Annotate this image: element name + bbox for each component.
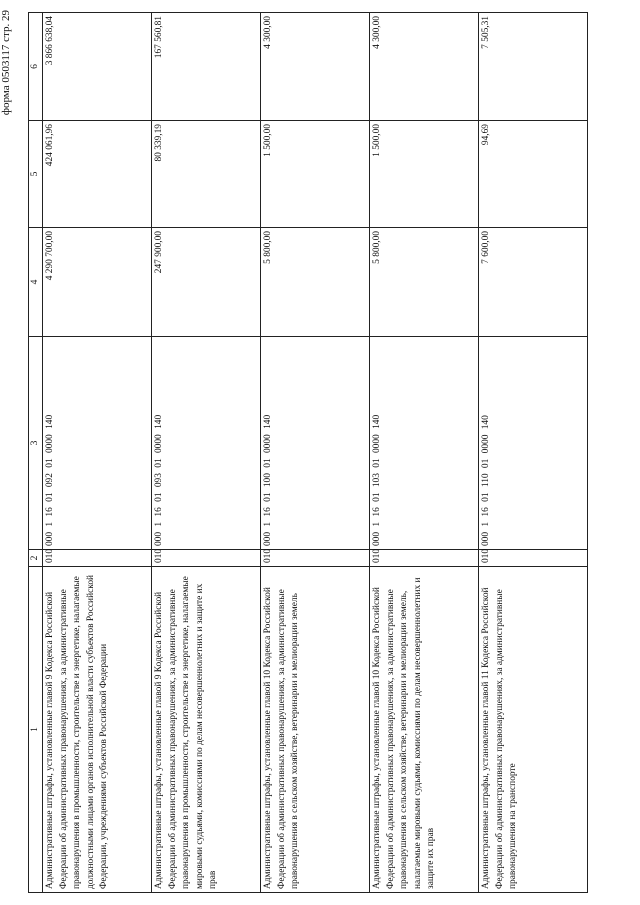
column-number-5: 5 [29,121,43,228]
line-code: 010 [479,550,588,567]
approved-amount: 4 290 700,00 [43,228,152,337]
income-code: 000 1 16 01 103 01 0000 140 [370,337,479,550]
executed-amount: 94,69 [479,121,588,228]
line-code: 010 [261,550,370,567]
table-row [479,13,588,893]
table-row [152,13,261,893]
executed-amount: 80 339,19 [152,121,261,228]
unexecuted-amount: 167 560,81 [152,13,261,121]
table-row [370,13,479,893]
approved-amount: 5 800,00 [261,228,370,337]
income-name: Административные штрафы, установленные главой 9 Кодекса Российской Федерации об административных правонарушениях, за административные правонарушения в промышленности, строительстве и энергетике, налагаемые мировыми судьями, комиссиями по делам несовершеннолетних и защите их прав [152,567,261,893]
line-code: 010 [43,550,152,567]
income-name: Административные штрафы, установленные главой 11 Кодекса Российской Федерации об административных правонарушениях, за административные правонарушения на транспорте [479,567,588,893]
unexecuted-amount: 7 505,31 [479,13,588,121]
unexecuted-amount: 4 300,00 [261,13,370,121]
income-code: 000 1 16 01 110 01 0000 140 [479,337,588,550]
unexecuted-amount: 3 866 638,04 [43,13,152,121]
column-number-6: 6 [29,13,43,121]
income-name: Административные штрафы, установленные главой 10 Кодекса Российской Федерации об административных правонарушениях, за административные правонарушения в сельском хозяйстве, ветеринарии и мелиорации земель, налагаемые мировыми судьями, комиссиями по делам несовершеннолетних и защите их прав [370,567,479,893]
column-number-2: 2 [29,550,43,567]
column-number-row [29,13,43,893]
executed-amount: 424 061,96 [43,121,152,228]
line-code: 010 [370,550,479,567]
executed-amount: 1 500,00 [370,121,479,228]
income-name: Административные штрафы, установленные главой 9 Кодекса Российской Федерации об административных правонарушениях, за административные правонарушения в промышленности, строительстве и энергетике, налагаемые должностными лицами органов исполнительной власти субъектов Российской Федерации, учреждениями субъектов Российской Федерации [43,567,152,893]
executed-amount: 1 500,00 [261,121,370,228]
line-code: 010 [152,550,261,567]
income-code: 000 1 16 01 100 01 0000 140 [261,337,370,550]
approved-amount: 7 600,00 [479,228,588,337]
form-label: форма 0503117 стр. 29 [0,10,12,116]
approved-amount: 5 800,00 [370,228,479,337]
table-row [261,13,370,893]
income-code: 000 1 16 01 093 01 0000 140 [152,337,261,550]
column-number-4: 4 [29,228,43,337]
income-table [28,12,588,893]
income-name: Административные штрафы, установленные главой 10 Кодекса Российской Федерации об административных правонарушениях, за административные правонарушения в сельском хозяйстве, ветеринарии и мелиорации земель [261,567,370,893]
table-row [43,13,152,893]
unexecuted-amount: 4 300,00 [370,13,479,121]
column-number-3: 3 [29,337,43,550]
income-code: 000 1 16 01 092 01 0000 140 [43,337,152,550]
approved-amount: 247 900,00 [152,228,261,337]
column-number-1: 1 [29,567,43,893]
